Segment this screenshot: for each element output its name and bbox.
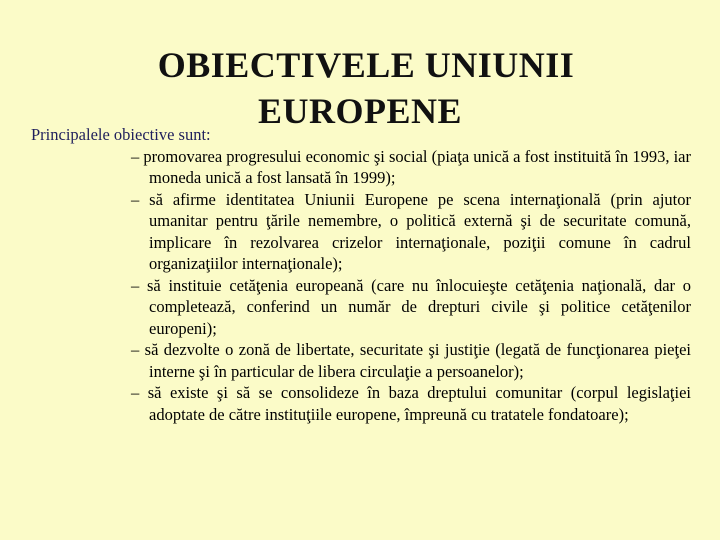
- objective-item: – să afirme identitatea Uniunii Europene pe scena internaţională (prin ajutor umanitar pentru ţările nemembre, o politică externă şi de securitate comună, implicare în rezolvarea crizelor internaţionale, poziţii comune în cadrul organizaţiilor internaţionale);: [131, 189, 691, 273]
- objectives-list: [31, 146, 691, 426]
- slide-title: [0, 42, 720, 134]
- objective-item: – să dezvolte o zonă de libertate, securitate şi justiţie (legată de funcţionarea pieţei interne şi în particular de libera circulaţie a persoanelor);: [131, 340, 691, 381]
- objective-item: – să existe şi să se consolideze în baza dreptului comunitar (corpul legislaţiei adoptate de către instituţiile europene, împreună cu tratatele fondatoare);: [131, 383, 691, 424]
- title-line-2: EUROPENE: [257, 91, 463, 132]
- intro-text: Principalele obiective sunt:: [31, 125, 211, 144]
- objective-item: – promovarea progresului economic şi social (piaţa unică a fost instituită în 1993, iar moneda unică a fost lansată în 1999);: [131, 146, 691, 187]
- title-line-1: OBIECTIVELE UNIUNII: [157, 45, 575, 86]
- slide-body: [31, 124, 691, 425]
- objective-item: – să instituie cetăţenia europeană (care nu înlocuieşte cetăţenia naţională, dar o completează, conferind un număr de drepturi civile şi politice cetăţenilor europeni);: [131, 275, 691, 338]
